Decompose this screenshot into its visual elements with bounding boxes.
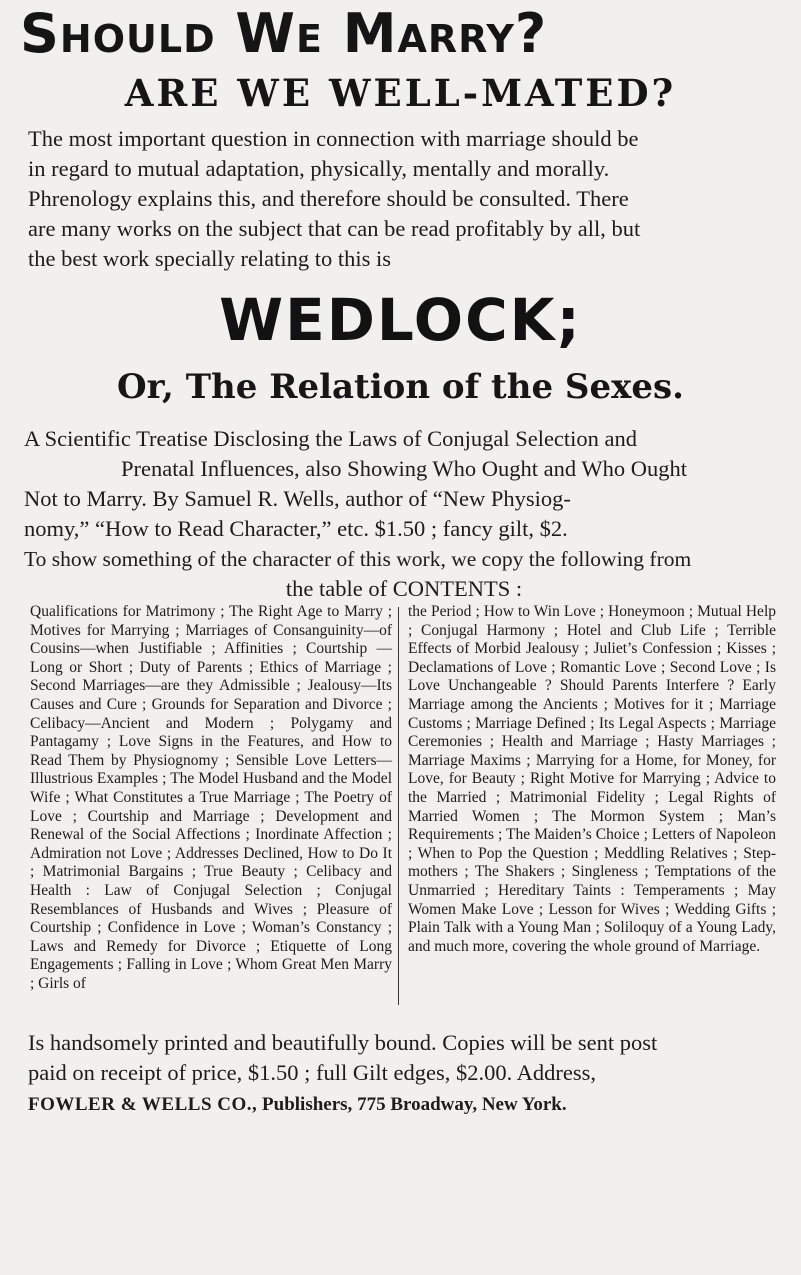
footer-line: Is handsomely printed and beautifully bound. Copies will be sent post [28,1030,658,1055]
subheadline: ARE WE WELL-MATED? [124,71,677,115]
footer-paragraph [28,1028,778,1088]
description-line: Prenatal Influences, also Showing Who Ought and Who Ought [121,456,687,481]
publisher-line [28,1092,788,1118]
contents-column-right: the Period ; How to Win Love ; Honeymoon ; Mutual Help ; Conjugal Harmony ; Hotel and Club Life ; Terrible Effects of Morbid Jealousy ; Juliet’s Confession ; Kisses ; Declamations of Love ; Romantic Love ; Second Love ; Is Love Unchangeable ? Should Parents Interfere ? Early Marriage among the Ancients ; Motives for it ; Marriage Customs ; Marriage Defined ; Its Legal Aspects ; Marriage Ceremonies ; Health and Marriage ; Hasty Marriages ; Marriage Maxims ; Marrying for a Home, for Money, for Love, for Beauty ; Right Motive for Marrying ; Advice to the Married ; Matrimonial Fidelity ; Legal Rights of Married Women ; The Mormon System ; Man’s Requirements ; The Maiden’s Choice ; Letters of Napoleon ; When to Pop the Question ; Meddling Relatives ; Step-mothers ; The Shakers ; Singleness ; Temptations of the Unmarried ; Hereditary Taints : Temperaments ; May Women Make Love ; Lesson for Wives ; Wedding Gifts ; Plain Talk with a Young Man ; Soliloquy of a Young Lady, and much more, covering the whole ground of Marriage. [408,603,776,955]
footer-line: paid on receipt of price, $1.50 ; full Gilt edges, $2.00. Address, [28,1060,597,1085]
book-subtitle: Or, The Relation of the Sexes. [116,367,684,407]
lead-paragraph [28,124,770,274]
description-line: A Scientific Treatise Disclosing the Laws of Conjugal Selection and [24,426,638,451]
contents-column-left: Qualifications for Matrimony ; The Right Age to Marry ; Motives for Marrying ; Marriages of Consanguinity—of Cousins—when Justifiable ; Affinities ; Courtship — Long or Short ; Duty of Parents ; Ethics of Marriage ; Second Marriages—are they Admissible ; Jealousy—Its Causes and Cure ; Grounds for Separation and Divorce ; Celibacy—Ancient and Modern ; Polygamy and Pantagamy ; Love Signs in the Features, and How to Read Them by Physiognomy ; Sensible Love Letters—Illustrious Examples ; The Model Husband and the Model Wife ; What Constitutes a True Marriage ; The Poetry of Love ; Courtship and Marriage ; Development and Renewal of the Social Affections ; Inordinate Affection ; Admiration not Love ; Addresses Declined, How to Do It ; Matrimonial Bargains ; True Beauty ; Celibacy and Health : Law of Conjugal Selection ; Conjugal Resemblances of Husbands and Wives ; Pleasure of Courtship ; Confidence in Love ; Woman’s Constancy ; Laws and Remedy for Divorce ; Etiquette of Long Engagements ; Falling in Love ; Whom Great Men Marry ; Girls of [30,603,392,992]
lead-line: the best work specially relating to this is [28,246,392,271]
book-title: WEDLOCK; [219,286,582,354]
description-line: To show something of the character of this work, we copy the following from [24,547,692,571]
publisher-firm: FOWLER & WELLS CO., [28,1094,258,1115]
description-line: nomy,” “How to Read Character,” etc. $1.50 ; fancy gilt, $2. [24,516,568,541]
table-of-contents [30,603,776,1013]
book-description [24,424,784,604]
headline: Should We Marry? [20,2,548,65]
lead-line: Phrenology explains this, and therefore should be consulted. There [28,186,629,211]
description-line: the table of CONTENTS : [285,576,523,601]
description-line: Not to Marry. By Samuel R. Wells, author of “New Physiog- [24,486,571,511]
lead-line: in regard to mutual adaptation, physically, mentally and morally. [28,156,610,181]
column-divider [398,607,399,1005]
lead-line: are many works on the subject that can be read profitably by all, but [28,216,641,241]
publisher-address: 775 Broadway, New York. [357,1094,567,1115]
publisher-label: Publishers, [262,1094,353,1115]
lead-line: The most important question in connection with marriage should be [28,126,639,151]
